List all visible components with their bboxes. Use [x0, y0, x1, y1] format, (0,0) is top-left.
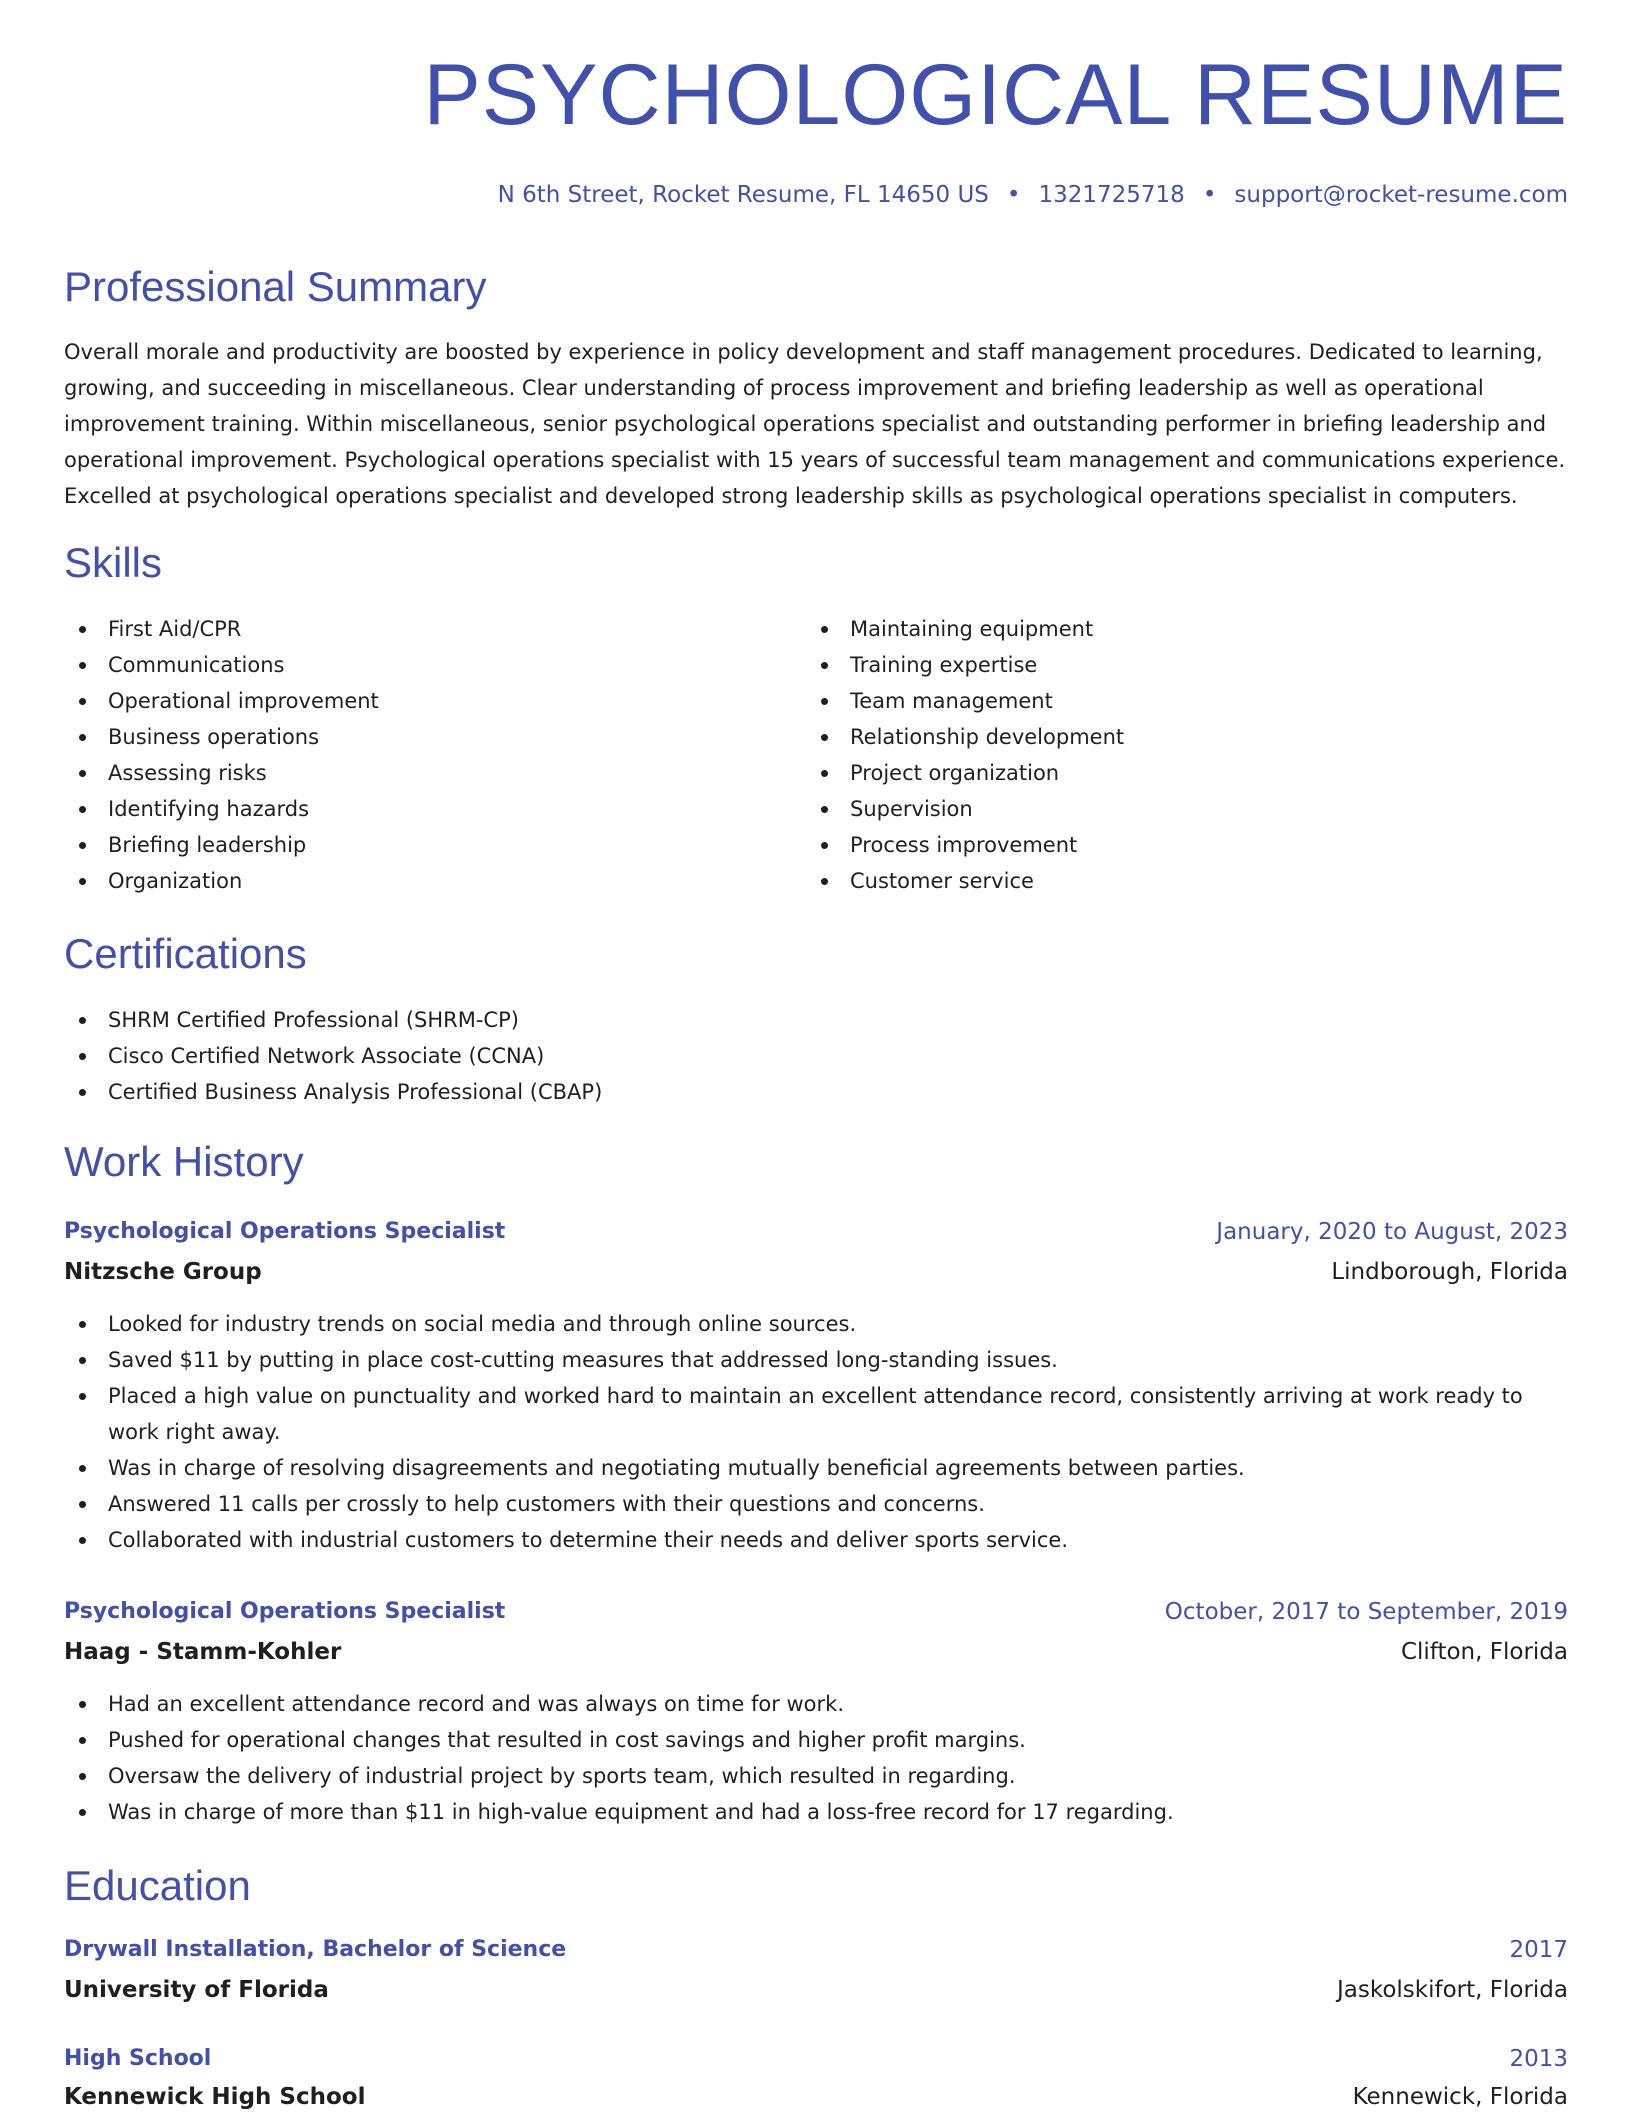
job-location: Lindborough, Florida [1331, 1259, 1568, 1285]
job-title-row [64, 1217, 1568, 1247]
certifications-list [64, 1002, 1568, 1110]
education-school: Kennewick High School [64, 2084, 366, 2110]
contact-phone: 1321725718 [1038, 182, 1185, 208]
job-bullet: Oversaw the delivery of industrial project by sports team, which resulted in regarding. [64, 1758, 1568, 1794]
skill-item: Customer service [806, 863, 1506, 899]
job-bullet: Looked for industry trends on social media and through online sources. [64, 1306, 1568, 1342]
contact-email[interactable]: support@rocket-resume.com [1234, 182, 1568, 208]
job-role: Psychological Operations Specialist [64, 1599, 506, 1624]
job-location: Clifton, Florida [1400, 1639, 1568, 1665]
job-bullet: Answered 11 calls per crossly to help customers with their questions and concerns. [64, 1486, 1568, 1522]
certification-item: Certified Business Analysis Professional (CBAP) [64, 1074, 1568, 1110]
skill-item: Relationship development [806, 719, 1506, 755]
education-year: 2017 [1509, 1937, 1568, 1963]
education-degree: Drywall Installation, Bachelor of Science [64, 1937, 567, 1962]
section-title-summary: Professional Summary [64, 263, 487, 310]
education-title-row [64, 2044, 1568, 2074]
job-bullets [64, 1686, 1568, 1830]
job-company: Nitzsche Group [64, 1259, 262, 1285]
job-company-row [64, 1637, 1568, 1667]
skill-item: Assessing risks [64, 755, 764, 791]
job-bullet: Was in charge of more than $11 in high-value equipment and had a loss-free record for 17 regarding. [64, 1794, 1568, 1830]
skill-item: Operational improvement [64, 683, 764, 719]
job-bullet: Had an excellent attendance record and was always on time for work. [64, 1686, 1568, 1722]
skills-list-left [64, 611, 764, 899]
job-bullets [64, 1306, 1568, 1558]
job-bullet: Was in charge of resolving disagreements and negotiating mutually beneficial agreements between parties. [64, 1450, 1568, 1486]
job-company-row [64, 1257, 1568, 1287]
section-title-skills: Skills [64, 539, 163, 586]
job-bullet: Placed a high value on punctuality and worked hard to maintain an excellent attendance record, consistently arriving at work ready to work right away. [64, 1378, 1568, 1450]
skill-item: Identifying hazards [64, 791, 764, 827]
contact-line [498, 182, 1568, 208]
job-bullet: Collaborated with industrial customers to determine their needs and deliver sports service. [64, 1522, 1568, 1558]
summary-text: Overall morale and productivity are boosted by experience in policy development and staff management procedures. Dedicated to learning, growing, and succeeding in miscellaneous. Clear understanding of process improvement and briefing leadership as well as operational improvement training. Within miscellaneous, senior psychological operations specialist and outstanding performer in briefing leadership and operational improvement. Psychological operations specialist with 15 years of successful team management and communications experience. Excelled at psychological operations specialist and developed strong leadership skills as psychological operations specialist in computers. [64, 340, 1566, 508]
contact-separator: • [1006, 182, 1021, 208]
education-school-row [64, 1975, 1568, 2005]
education-location: Kennewick, Florida [1352, 2084, 1568, 2110]
job-bullet: Pushed for operational changes that resulted in cost savings and higher profit margins. [64, 1722, 1568, 1758]
certification-item: SHRM Certified Professional (SHRM-CP) [64, 1002, 1568, 1038]
skill-item: Business operations [64, 719, 764, 755]
skill-item: Project organization [806, 755, 1506, 791]
skill-item: Communications [64, 647, 764, 683]
education-degree: High School [64, 2046, 212, 2071]
job-bullet: Saved $11 by putting in place cost-cutting measures that addressed long-standing issues. [64, 1342, 1568, 1378]
resume-name: PSYCHOLOGICAL RESUME [423, 47, 1568, 143]
skill-item: Organization [64, 863, 764, 899]
job-role: Psychological Operations Specialist [64, 1219, 506, 1244]
education-location: Jaskolskifort, Florida [1336, 1977, 1568, 2003]
contact-address: N 6th Street, Rocket Resume, FL 14650 US [497, 182, 989, 208]
section-title-work-history: Work History [64, 1138, 304, 1185]
education-title-row [64, 1935, 1568, 1965]
skill-item: Team management [806, 683, 1506, 719]
job-dates: January, 2020 to August, 2023 [1216, 1219, 1568, 1245]
section-title-certifications: Certifications [64, 930, 307, 977]
section-title-education: Education [64, 1862, 251, 1909]
job-title-row [64, 1597, 1568, 1627]
skills-list-right [806, 611, 1506, 899]
skill-item: Briefing leadership [64, 827, 764, 863]
skill-item: Supervision [806, 791, 1506, 827]
job-dates: October, 2017 to September, 2019 [1164, 1599, 1568, 1625]
education-school: University of Florida [64, 1977, 329, 2003]
contact-separator: • [1202, 182, 1217, 208]
skill-item: Process improvement [806, 827, 1506, 863]
job-company: Haag - Stamm-Kohler [64, 1639, 342, 1665]
certification-item: Cisco Certified Network Associate (CCNA) [64, 1038, 1568, 1074]
skill-item: Training expertise [806, 647, 1506, 683]
education-school-row [64, 2082, 1568, 2112]
education-year: 2013 [1509, 2046, 1568, 2072]
skill-item: First Aid/CPR [64, 611, 764, 647]
skill-item: Maintaining equipment [806, 611, 1506, 647]
